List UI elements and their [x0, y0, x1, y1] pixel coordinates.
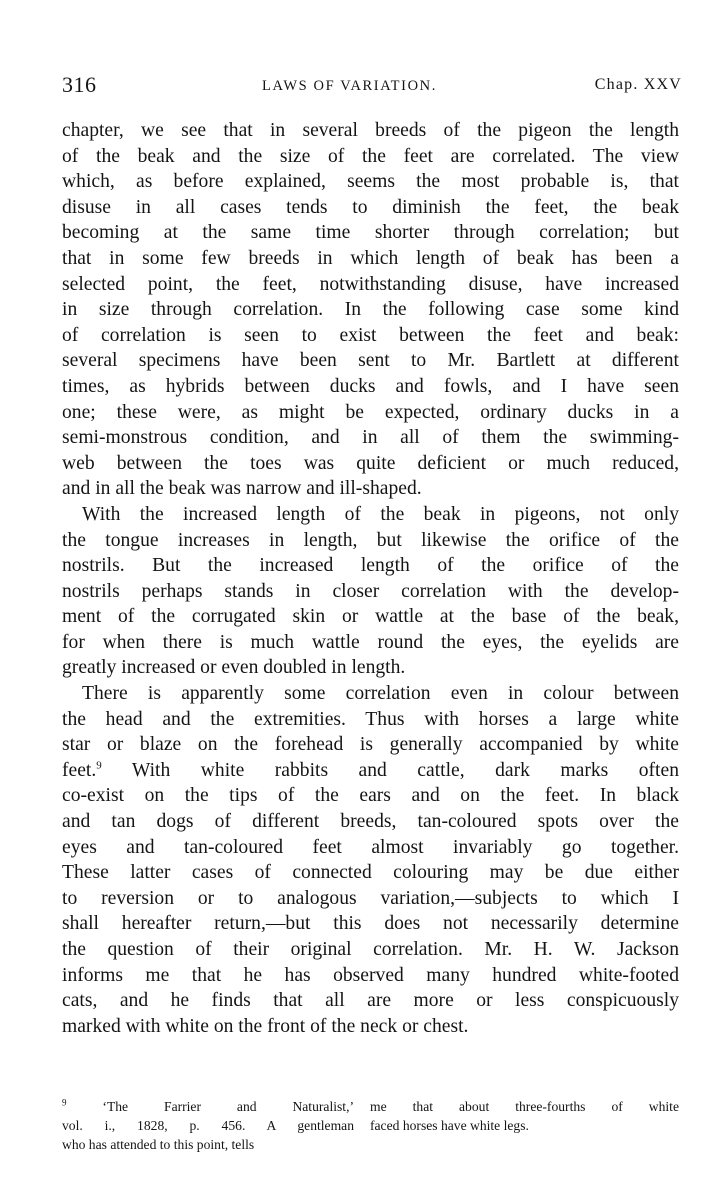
- text-line: which, as before explained, seems the most probable is, that: [62, 171, 679, 193]
- footnote-line: me that about three-fourths of white: [370, 1099, 679, 1114]
- text-line: There is apparently some correlation even in colour between: [82, 683, 679, 705]
- text-line-with-footnote: [62, 758, 679, 784]
- text-line: disuse in all cases tends to diminish the feet, the beak: [62, 196, 679, 218]
- text-line: to reversion or to analogous variation,—subjects to which I: [62, 887, 679, 909]
- body-text: [62, 118, 679, 1039]
- footnote-mark: 9: [62, 1097, 67, 1108]
- text-line: With the increased length of the beak in pigeons, not only: [82, 503, 679, 525]
- text-line: that in some few breeds in which length of beak has been a: [62, 247, 679, 269]
- text-line: the tongue increases in length, but likewise the orifice of the: [62, 529, 679, 551]
- footnote-left-column: [62, 1097, 354, 1154]
- text-line: times, as hybrids between ducks and fowls, and I have seen: [62, 375, 679, 397]
- text-fragment: feet.: [62, 759, 97, 781]
- text-line: web between the toes was quite deficient or much reduced,: [62, 452, 679, 474]
- footnote-line: [62, 1097, 354, 1116]
- text-line: several specimens have been sent to Mr. Bartlett at different: [62, 350, 679, 372]
- text-line: selected point, the feet, notwithstanding disuse, have increased: [62, 273, 679, 295]
- text-fragment: ‘The Farrier and Naturalist,’: [66, 1099, 354, 1114]
- footnote-reference: 9: [96, 759, 102, 772]
- text-line: nostrils. But the increased length of the orifice of the: [62, 555, 679, 577]
- text-line: ment of the corrugated skin or wattle at the base of the beak,: [62, 606, 679, 628]
- text-line: co-exist on the tips of the ears and on the feet. In black: [62, 785, 679, 807]
- paragraph-1: [62, 118, 679, 502]
- text-line: of correlation is seen to exist between the feet and beak:: [62, 324, 679, 346]
- text-line: of the beak and the size of the feet are correlated. The view: [62, 145, 679, 167]
- text-line: and in all the beak was narrow and ill-shaped.: [62, 478, 422, 500]
- text-line: the head and the extremities. Thus with horses a large white: [62, 708, 679, 730]
- paragraph-2: [62, 502, 679, 681]
- text-line: in size through correlation. In the following case some kind: [62, 299, 679, 321]
- text-line: one; these were, as might be expected, ordinary ducks in a: [62, 401, 679, 423]
- text-fragment: With white rabbits and cattle, dark marks often: [101, 759, 679, 781]
- footnote-right-column: [370, 1097, 679, 1135]
- footnote-line: vol. i., 1828, p. 456. A gentleman: [62, 1118, 354, 1133]
- running-title: LAWS OF VARIATION.: [262, 78, 437, 94]
- page-number: 316: [62, 72, 97, 97]
- paragraph-3: [62, 681, 679, 1039]
- text-line: informs me that he has observed many hundred white-footed: [62, 964, 679, 986]
- text-line: These latter cases of connected colouring may be due either: [62, 862, 679, 884]
- footnote-line: who has attended to this point, tells: [62, 1137, 255, 1152]
- text-line: for when there is much wattle round the eyes, the eyelids are: [62, 631, 679, 653]
- text-line: nostrils perhaps stands in closer correlation with the develop-: [62, 580, 679, 602]
- text-line: becoming at the same time shorter through correlation; but: [62, 222, 679, 244]
- text-line: the question of their original correlation. Mr. H. W. Jackson: [62, 939, 679, 960]
- text-line: greatly increased or even doubled in length.: [62, 657, 406, 679]
- text-line: semi-monstrous condition, and in all of them the swimming-: [62, 427, 679, 449]
- text-line: chapter, we see that in several breeds of the pigeon the length: [62, 120, 679, 141]
- text-line: eyes and tan-coloured feet almost invariably go together.: [62, 836, 679, 858]
- text-line: and tan dogs of different breeds, tan-coloured spots over the: [62, 811, 679, 833]
- text-line: shall hereafter return,—but this does not necessarily determine: [62, 913, 679, 935]
- footnote-line: faced horses have white legs.: [370, 1118, 529, 1133]
- text-line: star or blaze on the forehead is generally accompanied by white: [62, 734, 679, 756]
- page-header: [62, 72, 682, 102]
- text-line: marked with white on the front of the neck or chest.: [62, 1015, 469, 1037]
- chapter-label: Chap. XXV: [594, 76, 682, 93]
- text-line: cats, and he finds that all are more or less conspicuously: [62, 990, 679, 1012]
